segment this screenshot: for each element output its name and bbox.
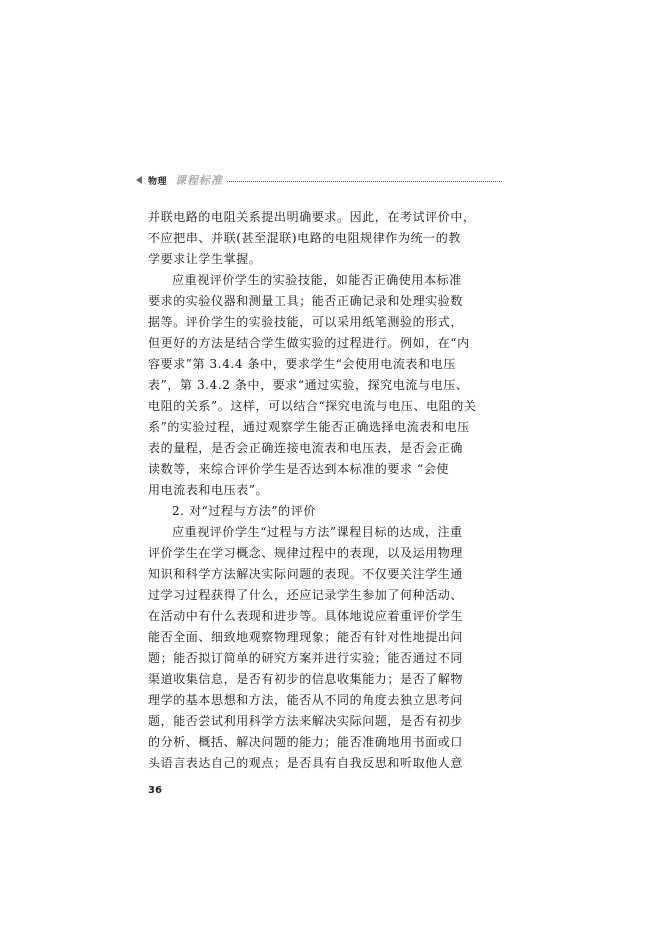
text-line: 表的量程，是否会正确连接电流表和电压表，是否会正确 xyxy=(148,441,464,455)
text-line: 学要求让学生掌握。 xyxy=(148,252,262,266)
text-line: 电阻的关系”。这样，可以结合“探究电流与电压、电阻的关 xyxy=(148,399,477,413)
text-line: 系”的实验过程，通过观察学生能否正确选择电流表和电压 xyxy=(148,420,470,434)
text-line: 过学习过程获得了什么，还应记录学生参加了何种活动、 xyxy=(148,588,464,602)
text-line: 的分析、概括、解决问题的能力；能否准确地用书面或口 xyxy=(148,735,464,749)
text-line: 容要求”第 3.4.4 条中，要求学生“会使用电流表和电压 xyxy=(148,357,456,371)
text-line: 用电流表和电压表”。 xyxy=(148,483,269,497)
page-number: 36 xyxy=(148,785,162,796)
header-subject: 物理 xyxy=(148,176,168,187)
text-line: 在活动中有什么表现和进步等。具体地说应着重评价学生 xyxy=(148,609,464,623)
text-line: 题；能否拟订简单的研究方案并进行实验；能否通过不同 xyxy=(148,651,464,665)
text-line: 题，能否尝试利用科学方法来解决实际问题，是否有初步 xyxy=(148,714,464,728)
text-line: 渠道收集信息，是否有初步的信息收集能力；是否了解物 xyxy=(148,672,464,686)
text-line: 评价学生在学习概念、规律过程中的表现，以及运用物理 xyxy=(148,546,464,560)
header-title: 课程标准 xyxy=(175,174,224,187)
header-dotted-rule xyxy=(227,181,502,182)
text-line: 能否全面、细致地观察物理现象；能否有针对性地提出问 xyxy=(148,630,464,644)
text-line: 理学的基本思想和方法，能否从不同的角度去独立思考问 xyxy=(148,693,464,707)
text-line: 据等。评价学生的实验技能，可以采用纸笔测验的形式， xyxy=(148,315,464,329)
text-line: 表”，第 3.4.2 条中，要求“通过实验，探究电流与电压、 xyxy=(148,378,469,392)
text-line: 不应把串、并联(甚至混联)电路的电阻规律作为统一的教 xyxy=(148,231,461,245)
body-text xyxy=(148,207,500,774)
text-line: 应重视评价学生“过程与方法”课程目标的达成，注重 xyxy=(172,525,463,539)
text-line: 并联电路的电阻关系提出明确要求。因此，在考试评价中， xyxy=(148,210,476,224)
text-line: 头语言表达自己的观点；是否具有自我反思和听取他人意 xyxy=(148,756,464,770)
text-line: 但更好的方法是结合学生做实验的过程进行。例如，在“内 xyxy=(148,336,470,350)
text-line: 知识和科学方法解决实际问题的表现。不仅要关注学生通 xyxy=(148,567,464,581)
triangle-left-icon xyxy=(136,176,142,184)
text-line: 读数等，来综合评价学生是否达到本标准的要求 “会使 xyxy=(148,462,449,476)
text-line: 要求的实验仪器和测量工具；能否正确记录和处理实验数 xyxy=(148,294,464,308)
section-heading: 2. 对“过程与方法”的评价 xyxy=(172,504,316,518)
running-header xyxy=(136,172,502,188)
text-line: 应重视评价学生的实验技能，如能否正确使用本标准 xyxy=(172,273,462,287)
